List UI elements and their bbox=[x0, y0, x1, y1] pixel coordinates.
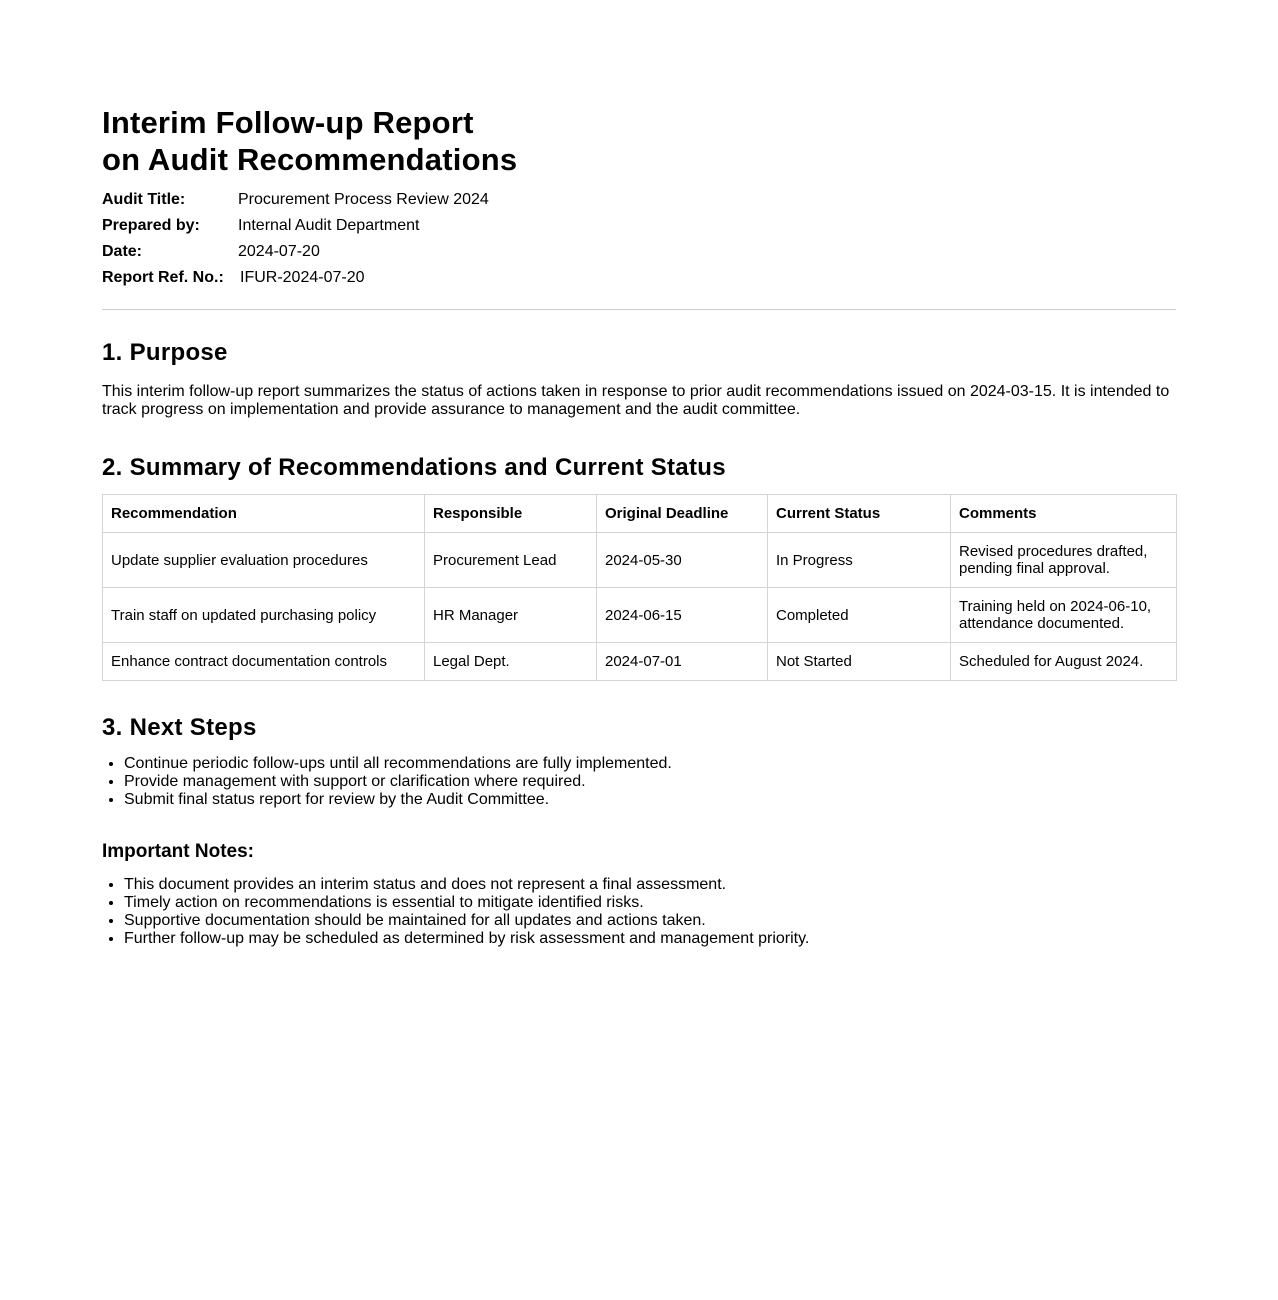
report-title-line-2: on Audit Recommendations bbox=[102, 142, 518, 177]
meta-label: Report Ref. No.: bbox=[102, 269, 224, 286]
purpose-heading: 1. Purpose bbox=[102, 339, 228, 366]
list-item: • Further follow-up may be scheduled as determined by risk assessment and management priority. bbox=[124, 930, 1176, 948]
table-header-row bbox=[103, 495, 1177, 533]
cell-current-status: Completed bbox=[768, 588, 951, 643]
column-header-responsible: Responsible bbox=[425, 495, 597, 533]
next-steps-heading: 3. Next Steps bbox=[102, 714, 257, 741]
list-item: • Submit final status report for review by the Audit Committee. bbox=[124, 791, 1176, 809]
meta-prepared-by bbox=[102, 216, 1176, 242]
cell-recommendation: Train staff on updated purchasing policy bbox=[103, 588, 425, 643]
column-header-comments: Comments bbox=[951, 495, 1177, 533]
table-row bbox=[103, 588, 1177, 643]
cell-comments: Revised procedures drafted, pending final approval. bbox=[951, 533, 1177, 588]
list-item: • This document provides an interim status and does not represent a final assessment. bbox=[124, 876, 1176, 894]
important-notes-heading: Important Notes: bbox=[102, 841, 254, 862]
report-title-line-1: Interim Follow-up Report bbox=[102, 105, 474, 140]
meta-report-ref bbox=[102, 268, 1176, 294]
meta-value: IFUR-2024-07-20 bbox=[240, 269, 365, 286]
meta-value: 2024-07-20 bbox=[238, 243, 320, 260]
column-header-current-status: Current Status bbox=[768, 495, 951, 533]
cell-original-deadline: 2024-07-01 bbox=[597, 643, 768, 681]
cell-comments: Scheduled for August 2024. bbox=[951, 643, 1177, 681]
cell-current-status: In Progress bbox=[768, 533, 951, 588]
list-item: • Provide management with support or clarification where required. bbox=[124, 773, 1176, 791]
cell-recommendation: Enhance contract documentation controls bbox=[103, 643, 425, 681]
table-row bbox=[103, 533, 1177, 588]
column-header-recommendation: Recommendation bbox=[103, 495, 425, 533]
cell-responsible: HR Manager bbox=[425, 588, 597, 643]
meta-date bbox=[102, 242, 1176, 268]
section-divider bbox=[102, 309, 1176, 310]
column-header-original-deadline: Original Deadline bbox=[597, 495, 768, 533]
cell-responsible: Procurement Lead bbox=[425, 533, 597, 588]
meta-label: Date: bbox=[102, 243, 143, 260]
purpose-text: This interim follow-up report summarizes the status of actions taken in response to prior audit recommendations issued on 2024-03-15. It is intended to track progress on implementation and provide assurance to management and the audit committee. bbox=[102, 383, 1170, 418]
meta-label: Audit Title: bbox=[102, 191, 186, 208]
recommendations-table bbox=[102, 494, 1177, 681]
summary-heading: 2. Summary of Recommendations and Current Status bbox=[102, 454, 726, 481]
report-title bbox=[102, 104, 1176, 178]
list-item: • Supportive documentation should be maintained for all updates and actions taken. bbox=[124, 912, 1176, 930]
cell-original-deadline: 2024-05-30 bbox=[597, 533, 768, 588]
report-metadata bbox=[102, 190, 1176, 294]
list-item: • Continue periodic follow-ups until all recommendations are fully implemented. bbox=[124, 755, 1176, 773]
cell-comments: Training held on 2024-06-10, attendance documented. bbox=[951, 588, 1177, 643]
meta-value: Internal Audit Department bbox=[238, 217, 420, 234]
table-row bbox=[103, 643, 1177, 681]
purpose-section bbox=[102, 339, 1176, 419]
list-item: • Timely action on recommendations is essential to mitigate identified risks. bbox=[124, 894, 1176, 912]
cell-responsible: Legal Dept. bbox=[425, 643, 597, 681]
cell-recommendation: Update supplier evaluation procedures bbox=[103, 533, 425, 588]
important-notes-list bbox=[102, 876, 1176, 948]
meta-audit-title bbox=[102, 190, 1176, 216]
meta-value: Procurement Process Review 2024 bbox=[238, 191, 489, 208]
meta-label: Prepared by: bbox=[102, 217, 200, 234]
cell-original-deadline: 2024-06-15 bbox=[597, 588, 768, 643]
cell-current-status: Not Started bbox=[768, 643, 951, 681]
next-steps-list bbox=[102, 755, 1176, 809]
summary-section bbox=[102, 454, 1176, 681]
next-steps-section bbox=[102, 714, 1176, 809]
important-notes-section bbox=[102, 841, 1176, 948]
